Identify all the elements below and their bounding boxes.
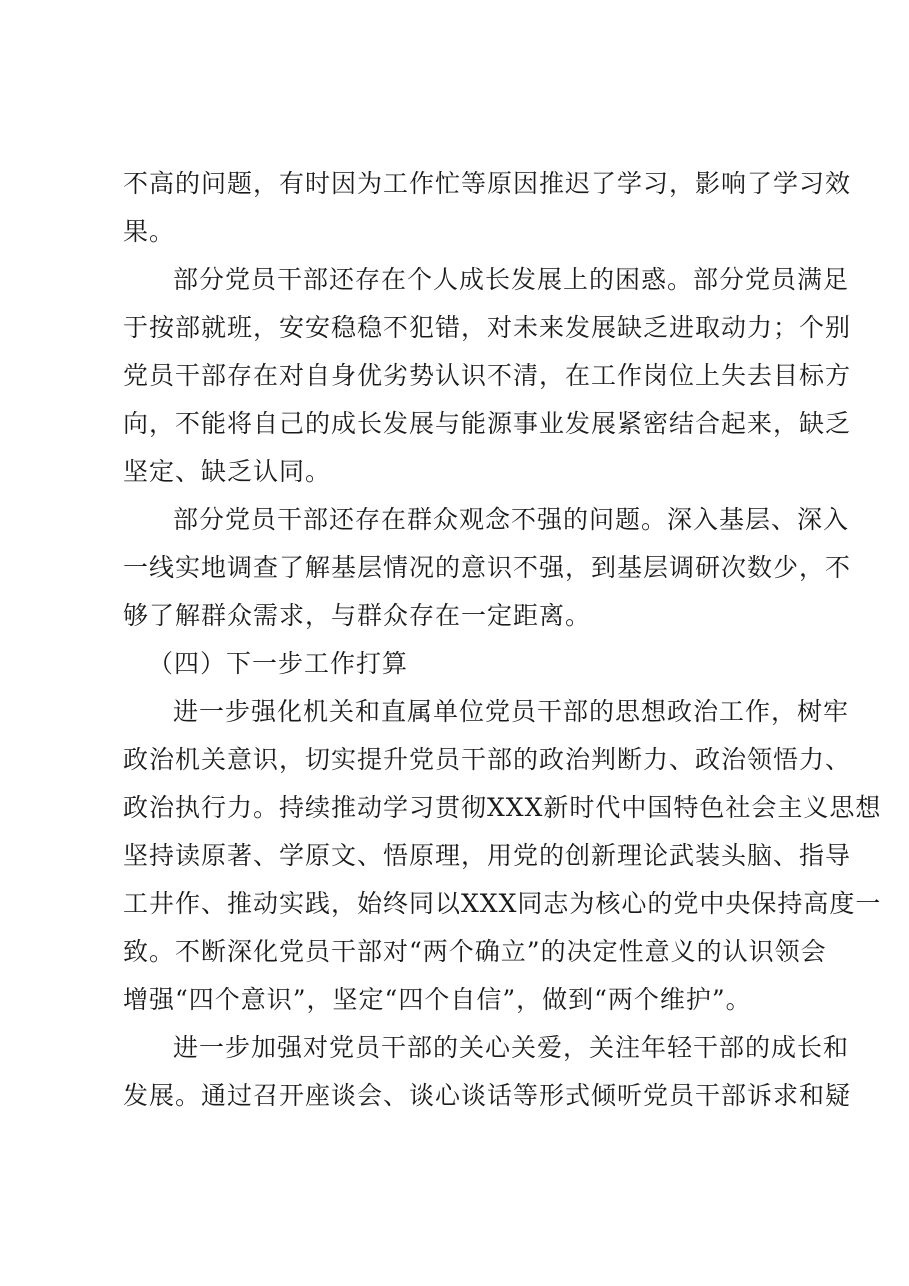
paragraph-mass-concept xyxy=(123,496,852,640)
text-line: 部分党员干部还存在个人成长发展上的困惑。部分党员满足 xyxy=(173,265,850,294)
text-line: 坚定、缺乏认同。 xyxy=(123,457,332,486)
document-body xyxy=(123,160,882,1120)
text-line: 不高的问题，有时因为工作忙等原因推迟了学习，影响了学习效 xyxy=(123,169,852,198)
text-line: 坚持读原著、学原文、悟原理，用党的创新理论武装头脑、指导 xyxy=(123,841,852,870)
text-line: 向，不能将自己的成长发展与能源事业发展紧密结合起来，缺乏 xyxy=(123,409,852,438)
heading-line: （四）下一步工作打算 xyxy=(148,649,409,678)
text-line: 果。 xyxy=(123,217,176,246)
text-line: 政治机关意识，切实提升党员干部的政治判断力、政治领悟力、 xyxy=(123,745,852,774)
paragraph-personal-growth xyxy=(123,256,852,496)
text-line: 进一步加强对党员干部的关心关爱，关注年轻干部的成长和 xyxy=(173,1033,850,1062)
paragraph-care xyxy=(123,1024,852,1120)
text-line: 增强“四个意识”，坚定“四个自信”，做到“两个维护”。 xyxy=(123,985,752,1014)
text-line: 政治执行力。持续推动学习贯彻XXX新时代中国特色社会主义思想 xyxy=(123,793,882,822)
text-line: 致。不断深化党员干部对“两个确立”的决定性意义的认识领会 xyxy=(123,937,827,966)
paragraph-political-work xyxy=(123,688,882,1024)
text-line: 工井作、推动实践，始终同以XXX同志为核心的党中央保持高度一 xyxy=(123,889,882,918)
text-line: 党员干部存在对自身优劣势认识不清，在工作岗位上失去目标方 xyxy=(123,361,852,390)
text-line: 一线实地调查了解基层情况的意识不强，到基层调研次数少，不 xyxy=(123,553,852,582)
text-line: 于按部就班，安安稳稳不犯错，对未来发展缺乏进取动力；个别 xyxy=(123,313,852,342)
text-line: 部分党员干部还存在群众观念不强的问题。深入基层、深入 xyxy=(173,505,850,534)
text-line: 够了解群众需求，与群众存在一定距离。 xyxy=(123,601,592,630)
section-heading xyxy=(123,640,823,688)
text-line: 发展。通过召开座谈会、谈心谈话等形式倾听党员干部诉求和疑 xyxy=(123,1081,852,1110)
text-line: 进一步强化机关和直属单位党员干部的思想政治工作，树牢 xyxy=(173,697,850,726)
paragraph-continuation xyxy=(123,160,852,256)
